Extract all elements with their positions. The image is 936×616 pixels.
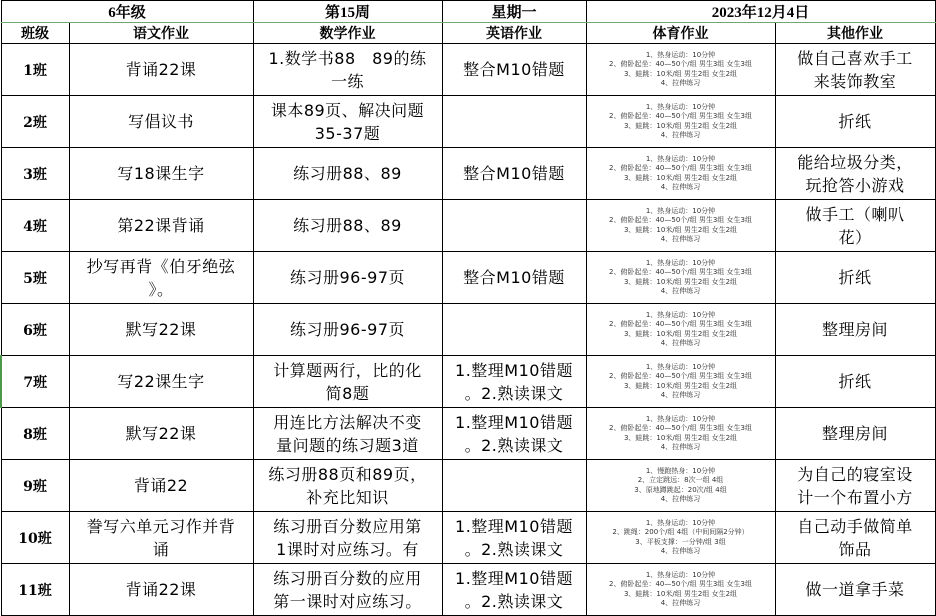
chinese-cell-line: 写倡议书 <box>127 112 194 131</box>
pe-cell[interactable] <box>586 512 775 564</box>
other-cell-line: 折纸 <box>838 372 872 391</box>
pe-line: 1、热身运动：10分钟 <box>645 154 716 163</box>
other-cell[interactable] <box>775 96 935 148</box>
chinese-cell[interactable] <box>69 460 253 512</box>
chinese-cell-line: 背诵22课 <box>125 580 197 599</box>
pe-cell[interactable] <box>586 460 775 512</box>
math-cell[interactable] <box>253 44 442 96</box>
english-cell-line: 1.整理M10错题 <box>455 516 573 536</box>
math-cell[interactable] <box>253 512 442 564</box>
pe-cell[interactable] <box>586 564 775 616</box>
chinese-cell[interactable] <box>69 512 253 564</box>
math-cell-line: 1课时对应练习。有 <box>276 539 419 559</box>
pe-line: 4、拉伸练习 <box>660 79 701 87</box>
other-cell[interactable] <box>775 148 935 200</box>
pe-line: 2、俯卧起坐：40—50个/组 男生3组 女生3组 <box>609 580 752 588</box>
table-row <box>1 304 935 356</box>
pe-line: 4、拉伸练习 <box>660 547 701 555</box>
math-cell-line: 一练 <box>330 71 364 91</box>
class-cell[interactable]: 7班 <box>1 356 69 408</box>
other-cell-line: 做自己喜欢手工 <box>797 48 913 68</box>
pe-line: 2、跳绳：200个/组 4组（中间间隔2分钟） <box>612 528 749 536</box>
table-row <box>1 460 935 512</box>
english-cell[interactable] <box>442 252 586 304</box>
other-cell-line: 做手工（喇叭 <box>805 204 905 224</box>
table-row <box>1 96 935 148</box>
other-cell-line: 为自己的寝室设 <box>797 464 913 484</box>
chinese-cell-line: 第22课背诵 <box>117 216 205 235</box>
pe-line: 3、蛙跳：10米/组 男生2组 女生2组 <box>623 329 738 338</box>
math-cell-line: 课本89页、解决问题 <box>270 100 425 120</box>
class-cell[interactable]: 11班 <box>1 564 69 616</box>
pe-line: 1、热身运动：10分钟 <box>645 362 716 371</box>
english-cell[interactable] <box>442 408 586 460</box>
pe-cell[interactable] <box>586 200 775 252</box>
english-cell-line: 。2.熟读课文 <box>464 383 564 403</box>
english-cell[interactable] <box>442 512 586 564</box>
math-cell-line: 练习册百分数应用第 <box>273 516 422 536</box>
pe-line: 4、拉伸练习 <box>660 287 701 295</box>
other-cell-line: 自己动手做简单 <box>797 516 913 536</box>
math-cell-line: 用连比方法解决不变 <box>273 412 422 432</box>
english-cell-line: 整合M10错题 <box>463 164 565 183</box>
class-cell[interactable]: 10班 <box>1 512 69 564</box>
pe-cell[interactable] <box>586 408 775 460</box>
pe-line: 2、俯卧起坐：40—50个/组 男生3组 女生3组 <box>609 424 752 432</box>
class-cell[interactable]: 3班 <box>1 148 69 200</box>
header-other[interactable]: 其他作业 <box>775 23 935 44</box>
math-cell[interactable] <box>253 304 442 356</box>
other-cell[interactable] <box>775 460 935 512</box>
other-cell-line: 做一道拿手菜 <box>805 580 905 599</box>
pe-line: 4、拉伸练习 <box>660 391 701 399</box>
other-cell-line: 来装饰教室 <box>813 71 897 91</box>
table-row <box>1 252 935 304</box>
pe-line: 2、俯卧起坐：40—50个/组 男生3组 女生3组 <box>609 372 752 380</box>
grade-cell[interactable]: 6年级 <box>1 1 253 23</box>
english-cell[interactable] <box>442 564 586 616</box>
date-cell[interactable]: 2023年12月4日 <box>586 1 935 23</box>
english-cell-line: 整合M10错题 <box>463 60 565 79</box>
pe-line: 1、热身运动：10分钟 <box>645 414 716 423</box>
chinese-cell-line: 抄写再背《伯牙绝弦 <box>86 256 236 276</box>
table-row <box>1 356 935 408</box>
math-cell[interactable] <box>253 460 442 512</box>
table-row <box>1 148 935 200</box>
math-cell-line: 练习册百分数的应用 <box>273 568 422 588</box>
other-cell[interactable] <box>775 564 935 616</box>
chinese-cell[interactable] <box>69 408 253 460</box>
pe-cell[interactable] <box>586 304 775 356</box>
other-cell[interactable] <box>775 304 935 356</box>
english-cell-line: 1.整理M10错题 <box>455 412 573 432</box>
pe-line: 3、蛙跳：10米/组 男生2组 女生2组 <box>623 277 738 286</box>
pe-line: 3、蛙跳：10米/组 男生2组 女生2组 <box>623 69 738 78</box>
math-cell-line: 量问题的练习题3道 <box>276 435 419 455</box>
pe-line: 4、拉伸练习 <box>660 599 701 607</box>
math-cell-line: 第一课时对应练习。 <box>273 591 422 611</box>
class-cell[interactable]: 6班 <box>1 304 69 356</box>
pe-line: 3、原地蹲跳起：20次/组 4组 <box>634 485 727 494</box>
english-cell-line: 1.整理M10错题 <box>455 568 573 588</box>
math-cell-line: 补充比知识 <box>306 487 389 507</box>
pe-line: 1、热身运动：10分钟 <box>645 310 716 319</box>
other-cell[interactable] <box>775 252 935 304</box>
english-cell[interactable] <box>442 200 586 252</box>
table-row <box>1 564 935 616</box>
pe-cell[interactable] <box>586 356 775 408</box>
other-cell-line: 折纸 <box>838 112 872 131</box>
other-cell-line: 整理房间 <box>821 320 888 339</box>
math-cell[interactable] <box>253 252 442 304</box>
other-cell-line: 花） <box>838 227 872 247</box>
chinese-cell[interactable] <box>69 564 253 616</box>
chinese-cell[interactable] <box>69 304 253 356</box>
english-cell[interactable] <box>442 96 586 148</box>
math-cell[interactable] <box>253 356 442 408</box>
other-cell-line: 饰品 <box>838 539 872 559</box>
chinese-cell-line: 诵 <box>152 539 170 559</box>
english-cell[interactable] <box>442 304 586 356</box>
math-cell[interactable] <box>253 148 442 200</box>
other-cell[interactable] <box>775 512 935 564</box>
pe-line: 3、蛙跳：10米/组 男生2组 女生2组 <box>623 173 738 182</box>
other-cell-line: 计一个布置小方 <box>797 487 913 507</box>
title-row <box>1 1 935 23</box>
chinese-cell-line: 誊写六单元习作并背 <box>86 516 236 536</box>
chinese-cell[interactable] <box>69 96 253 148</box>
pe-line: 3、蛙跳：10米/组 男生2组 女生2组 <box>623 381 738 390</box>
pe-line: 1、热身运动：10分钟 <box>645 50 716 59</box>
pe-cell[interactable] <box>586 44 775 96</box>
math-cell-line: 练习册88、89 <box>293 164 402 183</box>
header-row <box>1 23 935 44</box>
week-cell[interactable]: 第15周 <box>253 1 442 23</box>
math-cell[interactable] <box>253 96 442 148</box>
chinese-cell[interactable] <box>69 252 253 304</box>
chinese-cell-line: 背诵22 <box>133 476 189 495</box>
other-cell[interactable] <box>775 356 935 408</box>
table-row <box>1 408 935 460</box>
chinese-cell[interactable] <box>69 44 253 96</box>
english-cell-line: 。2.熟读课文 <box>464 539 564 559</box>
class-cell[interactable]: 2班 <box>1 96 69 148</box>
math-cell[interactable] <box>253 408 442 460</box>
pe-line: 4、拉伸练习 <box>660 235 701 243</box>
english-cell[interactable] <box>442 44 586 96</box>
pe-line: 2、俯卧起坐：40—50个/组 男生3组 女生3组 <box>609 216 752 224</box>
math-cell-line: 练习册96-97页 <box>290 268 405 287</box>
pe-line: 4、拉伸练习 <box>660 495 701 503</box>
table-row <box>1 200 935 252</box>
pe-line: 3、蛙跳：10米/组 男生2组 女生2组 <box>623 121 738 130</box>
chinese-cell-line: 写18课生字 <box>117 164 205 183</box>
pe-line: 2、俯卧起坐：40—50个/组 男生3组 女生3组 <box>609 268 752 276</box>
pe-cell[interactable] <box>586 148 775 200</box>
math-cell-line: 计算题两行，比的化 <box>273 360 422 380</box>
pe-line: 4、拉伸练习 <box>660 443 701 451</box>
class-cell[interactable]: 1班 <box>1 44 69 96</box>
pe-line: 3、蛙跳：10米/组 男生2组 女生2组 <box>623 589 738 598</box>
math-cell-line: 简8题 <box>325 383 370 403</box>
pe-line: 1、热身运动：10分钟 <box>645 206 716 215</box>
pe-cell[interactable] <box>586 96 775 148</box>
pe-line: 1、热身运动：10分钟 <box>645 570 716 579</box>
weekday-cell[interactable]: 星期一 <box>442 1 586 23</box>
pe-line: 2、俯卧起坐：40—50个/组 男生3组 女生3组 <box>609 320 752 328</box>
math-cell[interactable] <box>253 564 442 616</box>
pe-line: 1、热身运动：10分钟 <box>645 518 716 527</box>
other-cell-line: 折纸 <box>838 268 872 287</box>
pe-line: 2、立定跳远：8次一组 4组 <box>637 476 724 484</box>
pe-line: 2、俯卧起坐：40—50个/组 男生3组 女生3组 <box>609 60 752 68</box>
other-cell[interactable] <box>775 200 935 252</box>
class-cell[interactable]: 9班 <box>1 460 69 512</box>
class-cell[interactable]: 5班 <box>1 252 69 304</box>
pe-line: 3、蛙跳：10米/组 男生2组 女生2组 <box>623 225 738 234</box>
chinese-cell-line: 默写22课 <box>125 320 197 339</box>
pe-line: 1、热身运动：10分钟 <box>645 102 716 111</box>
header-english[interactable]: 英语作业 <box>442 23 586 44</box>
math-cell[interactable] <box>253 200 442 252</box>
chinese-cell-line: 背诵22课 <box>125 60 197 79</box>
pe-line: 3、平板支撑：一分钟/组 3组 <box>635 537 726 546</box>
english-cell-line: 1.整理M10错题 <box>455 360 573 380</box>
other-cell[interactable] <box>775 44 935 96</box>
pe-line: 1、热身运动：10分钟 <box>645 258 716 267</box>
header-math[interactable]: 数学作业 <box>253 23 442 44</box>
chinese-cell[interactable] <box>69 148 253 200</box>
header-pe[interactable]: 体育作业 <box>586 23 775 44</box>
pe-line: 1、慢跑热身：10分钟 <box>645 466 716 475</box>
table-row <box>1 44 935 96</box>
english-cell[interactable] <box>442 356 586 408</box>
other-cell[interactable] <box>775 408 935 460</box>
pe-line: 4、拉伸练习 <box>660 339 701 347</box>
header-chinese[interactable]: 语文作业 <box>69 23 253 44</box>
class-cell[interactable]: 4班 <box>1 200 69 252</box>
pe-line: 2、俯卧起坐：40—50个/组 男生3组 女生3组 <box>609 164 752 172</box>
header-class[interactable]: 班级 <box>1 23 69 44</box>
pe-line: 4、拉伸练习 <box>660 131 701 139</box>
math-cell-line: 35-37题 <box>314 123 381 143</box>
other-cell-line: 玩抢答小游戏 <box>805 175 905 195</box>
pe-line: 3、蛙跳：10米/组 男生2组 女生2组 <box>623 433 738 442</box>
pe-line: 4、拉伸练习 <box>660 183 701 191</box>
pe-line: 2、俯卧起坐：40—50个/组 男生3组 女生3组 <box>609 112 752 120</box>
english-cell-line: 。2.熟读课文 <box>464 591 564 611</box>
table-row <box>1 512 935 564</box>
chinese-cell-line: 写22课生字 <box>117 372 205 391</box>
class-cell[interactable]: 8班 <box>1 408 69 460</box>
math-cell-line: 练习册96-97页 <box>290 320 405 339</box>
chinese-cell[interactable] <box>69 200 253 252</box>
english-cell[interactable] <box>442 460 586 512</box>
pe-cell[interactable] <box>586 252 775 304</box>
math-cell-line: 1.数学书88 89的练 <box>268 48 427 68</box>
chinese-cell-line: 默写22课 <box>125 424 197 443</box>
english-cell-line: 。2.熟读课文 <box>464 435 564 455</box>
english-cell-line: 整合M10错题 <box>463 268 565 287</box>
chinese-cell[interactable] <box>69 356 253 408</box>
math-cell-line: 练习册88、89 <box>293 216 402 235</box>
chinese-cell-line: 》。 <box>148 279 174 299</box>
math-cell-line: 练习册88页和89页， <box>268 464 427 484</box>
other-cell-line: 整理房间 <box>821 424 888 443</box>
english-cell[interactable] <box>442 148 586 200</box>
other-cell-line: 能给垃圾分类， <box>797 152 913 172</box>
